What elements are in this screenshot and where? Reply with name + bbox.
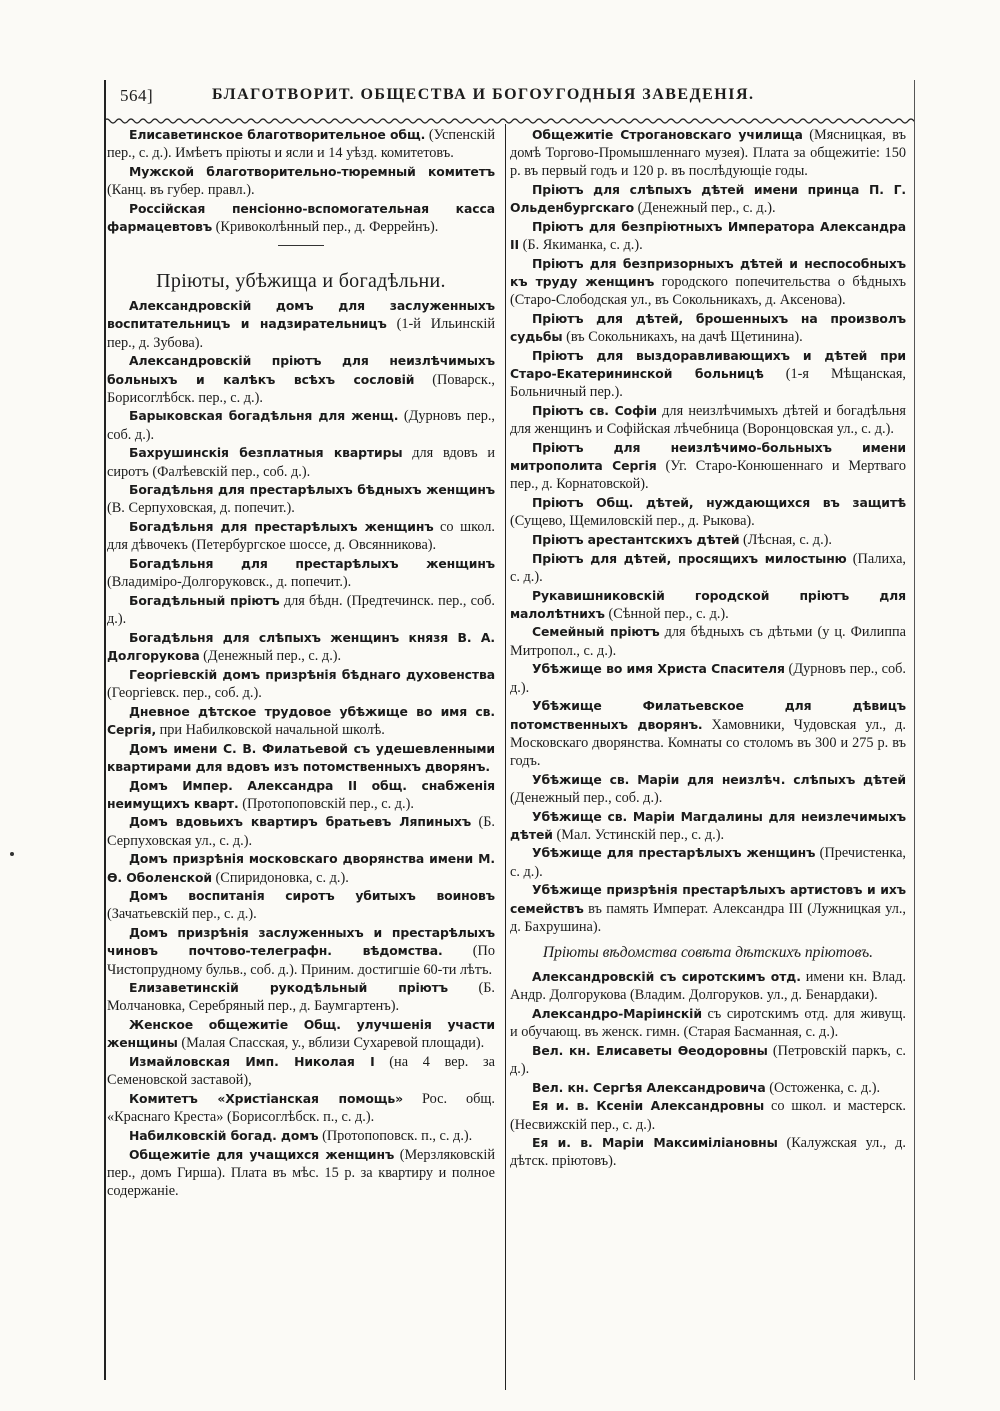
entry-text: со школ. для дѣвочекъ (Петербургское шоссе, д. Овсянникова). xyxy=(107,519,495,554)
entry-text: (на 4 вер. за Семеновской заставой), xyxy=(107,1054,495,1089)
entry-name: Александровскій съ сиротскимъ отд. xyxy=(532,968,801,984)
entry-text: (Спиридоновка, с. д.). xyxy=(211,869,349,886)
entry-name: Георгіевскій домъ призрѣнія бѣднаго духовенства xyxy=(129,666,495,682)
page-number: 564] xyxy=(120,86,154,105)
entry-text: для вдовъ и сиротъ (Фалѣевскій пер., соб. д.). xyxy=(107,445,495,480)
entry-name: Александровскій домъ для заслуженныхъ воспитательницъ и надзирательницъ xyxy=(107,298,495,332)
left-column xyxy=(107,126,495,1201)
entry-name: Убѣжище св. Маріи для неизлѣч. слѣпыхъ дѣтей xyxy=(532,771,906,787)
entry-text: (Б. Якиманка, с. д.). xyxy=(519,237,643,254)
entry-name: Пріютъ для неизлѣчимо-больныхъ имени митрополита Сергія xyxy=(510,439,906,474)
directory-entry xyxy=(510,494,906,530)
entry-text: Рос. общ. «Краснаго Креста» (Борисоглѣбск. п., с. д.). xyxy=(107,1090,495,1126)
entry-text: (Дурновъ пер., соб. д.). xyxy=(510,661,906,696)
directory-entry xyxy=(107,555,495,591)
directory-entry xyxy=(107,703,495,739)
entry-text: (Малая Спасская, у., вблизи Сухаревой площади). xyxy=(177,1035,485,1052)
directory-entry xyxy=(510,697,906,770)
directory-entry xyxy=(107,352,495,407)
entry-text: (Зачатьевскій пер., с. д.). xyxy=(107,906,257,923)
entry-name: Пріютъ для безпріютныхъ Императора Александра II xyxy=(510,219,906,253)
entry-text: (Уг. Старо-Конюшеннаго и Мертваго пер., д. Корнатовской). xyxy=(510,458,906,493)
directory-entry xyxy=(107,200,495,236)
column-divider xyxy=(505,124,506,1390)
entry-name: Елизаветинскій рукодѣльный пріютъ xyxy=(129,980,448,996)
directory-entry xyxy=(107,1127,495,1145)
entry-text: (Мясницкая, въ домѣ Торгово-Промышленнаго музея). Плата за общежитіе: 150 р. въ первый годъ и 120 р. въ послѣдующіе годы. xyxy=(510,127,906,180)
directory-entry xyxy=(510,181,906,217)
entry-name: Богадѣльня для слѣпыхъ женщинъ князя В. А. Долгорукова xyxy=(107,629,495,664)
directory-entry xyxy=(107,1053,495,1089)
entry-text: (Кривоколѣнный пер., д. Феррейнъ). xyxy=(212,219,439,236)
section-heading: Пріюты, убѣжища и богадѣльни. xyxy=(156,270,446,293)
entry-name: Домъ воспитанія сиротъ убитыхъ воиновъ xyxy=(129,888,495,904)
page-border-left xyxy=(104,80,106,1380)
directory-entry xyxy=(107,979,495,1015)
entry-name: Измайловская Имп. Николая I xyxy=(129,1054,375,1070)
directory-entry xyxy=(510,1042,906,1078)
entry-text: имени кн. Влад. Андр. Долгорукова (Владим. Долгоруков. ул., д. Бенардаки). xyxy=(510,968,906,1004)
entry-name: Пріютъ арестантскихъ дѣтей xyxy=(532,531,740,547)
directory-entry xyxy=(107,163,495,199)
entry-name: Богадѣльня для престарѣлыхъ бѣдныхъ женщинъ xyxy=(129,482,495,498)
decorative-wavy-rule xyxy=(104,116,914,126)
margin-speck xyxy=(10,852,14,856)
directory-entry xyxy=(107,850,495,886)
entry-name: Вел. кн. Елисаветы Ѳеодоровны xyxy=(532,1042,768,1058)
entry-text: городского попечительства о бѣдныхъ (Старо-Слободская ул., въ Сокольникахъ, д. Аксенова). xyxy=(510,274,906,309)
entry-name: Домъ вдовьихъ квартиръ братьевъ Ляпиныхъ xyxy=(129,814,472,830)
entry-text: (Остоженка, с. д.). xyxy=(765,1079,881,1096)
entry-text: (Сущево, Щемиловскій пер., д. Рыкова). xyxy=(510,513,755,530)
directory-entry xyxy=(107,813,495,849)
entry-text: (Мал. Устинскій пер., с. д.). xyxy=(552,826,725,843)
directory-entry xyxy=(510,771,906,807)
entry-name: Дневное дѣтское трудовое убѣжище во имя св. Сергія, xyxy=(107,703,495,737)
entry-text: (Б. Молчановка, Серебряный пер., д. Баумгартенъ). xyxy=(107,980,496,1015)
page-header xyxy=(120,84,910,114)
right-bottom-entries xyxy=(510,968,906,1171)
entry-name: Убѣжище Филатьевское для дѣвицъ потомственныхъ дворянъ. xyxy=(510,698,906,732)
page-border-right xyxy=(914,80,915,1380)
directory-entry xyxy=(107,297,495,352)
entry-text: при Набилковской начальной школѣ. xyxy=(156,721,385,738)
entry-text: (въ Сокольникахъ, на дачѣ Щетинина). xyxy=(562,329,803,346)
directory-entry xyxy=(510,402,906,438)
entry-name: Богадѣльня для престарѣлыхъ женщинъ xyxy=(129,556,495,572)
directory-entry xyxy=(107,126,495,162)
entry-text: съ сиротскимъ отд. для живущ. и обучающ. въ женск. гимн. (Старая Басманная, с. д.). xyxy=(510,1005,906,1041)
entry-name: Пріютъ для дѣтей, брошенныхъ на произволъ судьбы xyxy=(510,311,906,345)
entry-name: Пріютъ для безпризорныхъ дѣтей и неспособныхъ къ труду женщинъ xyxy=(510,255,906,290)
directory-entry xyxy=(107,887,495,923)
entry-name: Общежитіе для учащихся женщинъ xyxy=(129,1146,395,1162)
entry-text: (Лѣсная, с. д.). xyxy=(739,531,832,548)
entry-name: Убѣжище св. Маріи Магдалины для неизлечимыхъ дѣтей xyxy=(510,808,906,842)
directory-entry xyxy=(107,740,495,776)
directory-entry xyxy=(107,1146,495,1201)
entry-text: (Протопоповск. п., с. д.). xyxy=(318,1127,473,1144)
entry-text: (Калужская ул., д. дѣтск. пріютовъ). xyxy=(510,1135,906,1170)
entry-name: Домъ призрѣнія заслуженныхъ и престарѣлыхъ чиновъ почтово-телеграфн. вѣдомства. xyxy=(107,925,495,959)
directory-entry xyxy=(107,407,495,443)
directory-entry xyxy=(107,777,495,813)
directory-entry xyxy=(107,592,495,628)
entry-name: Домъ призрѣнія московскаго дворянства имени М. Ѳ. Оболенской xyxy=(107,851,495,885)
entry-text: (Успенскій пер., с. д.). Имѣетъ пріюты и ясли и 14 уѣзд. комитетовъ. xyxy=(107,127,495,162)
entry-text: (Денежный пер., с. д.). xyxy=(199,648,342,665)
directory-entry xyxy=(510,439,906,494)
directory-entry xyxy=(510,347,906,402)
directory-entry xyxy=(510,1079,906,1097)
entry-text: (Канц. въ губер. правл.). xyxy=(107,182,255,199)
entry-name: Убѣжище для престарѣлыхъ женщинъ xyxy=(532,845,816,861)
entry-text: въ память Императ. Александра III (Лужницкая ул., д. Бахрушина). xyxy=(510,900,906,935)
directory-entry xyxy=(510,968,906,1004)
entry-name: Пріютъ для выздоравливающихъ и дѣтей при Старо-Екатерининской больницѣ xyxy=(510,347,906,382)
entry-text: (1-й Ильинскій пер., д. Зубова). xyxy=(107,316,495,351)
directory-entry xyxy=(107,1090,495,1126)
running-title: БЛАГОТВОРИТ. ОБЩЕСТВА И БОГОУГОДНЫЯ ЗАВЕДЕНІЯ. xyxy=(212,86,755,103)
entry-text: (Петровскій паркъ, с. д.). xyxy=(510,1042,906,1077)
directory-entry xyxy=(510,531,906,549)
entry-name: Домъ имени С. В. Филатьевой съ удешевленными квартирами для вдовъ изъ потомственныхъ дворянъ. xyxy=(107,740,495,774)
directory-entry xyxy=(107,1016,495,1052)
entry-text: (1-я Мѣщанская, Больничный пер.). xyxy=(510,366,906,401)
entry-text: (По Чистопрудному бульв., соб. д.). Приним. достигшіе 60-ти лѣтъ. xyxy=(107,943,495,978)
entry-text: для неизлѣчимыхъ дѣтей и богадѣльня для женщинъ и Софійская лѣчебница (Воронцовская ул., с. д.). xyxy=(510,403,906,438)
directory-entry xyxy=(510,660,906,696)
entry-text: (Пречистенка, с. д.). xyxy=(510,845,906,880)
entry-text: (Денежный пер., с. д.). xyxy=(634,200,776,217)
directory-entry xyxy=(510,255,906,310)
entry-name: Елисаветинское благотворительное общ. xyxy=(129,127,426,142)
section-separator xyxy=(278,245,324,246)
entry-text: (В. Серпуховская, д. попечит.). xyxy=(107,500,295,517)
directory-entry xyxy=(510,310,906,346)
entry-name: Набилковскій богад. домъ xyxy=(129,1127,319,1143)
entry-name: Домъ Импер. Александра II общ. снабженія неимущихъ кварт. xyxy=(107,777,495,811)
entry-text: (Б. Серпуховская ул., с. д.). xyxy=(107,814,495,849)
entry-name: Общежитіе Строгановскаго училища xyxy=(532,127,803,142)
entry-name: Пріютъ для дѣтей, просящихъ милостыню xyxy=(532,550,847,566)
left-main-entries xyxy=(107,297,495,1200)
entry-name: Пріютъ Общ. дѣтей, нуждающихся въ защитѣ xyxy=(532,495,906,511)
directory-entry xyxy=(510,218,906,254)
directory-entry xyxy=(107,924,495,979)
entry-name: Мужской благотворительно-тюремный комитетъ xyxy=(129,163,495,179)
subsection-heading: Пріюты вѣдомства совѣта дѣтскихъ пріютовъ. xyxy=(542,943,874,961)
directory-entry xyxy=(510,587,906,623)
directory-entry xyxy=(107,518,495,554)
entry-name: Убѣжище во имя Христа Спасителя xyxy=(532,661,785,677)
directory-entry xyxy=(107,629,495,665)
directory-entry xyxy=(510,844,906,880)
entry-text: (Георгіевск. пер., соб. д.). xyxy=(107,684,262,701)
directory-entry xyxy=(510,1097,906,1133)
entry-text: для бѣдн. (Предтечинск. пер., соб. д.). xyxy=(107,592,495,628)
directory-entry xyxy=(510,881,906,936)
entry-name: Бахрушинскія безплатныя квартиры xyxy=(129,445,403,461)
entry-text: Хамовники, Чудовская ул., д. Московскаго дворянства. Комнаты со столомъ въ 300 и 275 р. въ годъ. xyxy=(510,716,906,769)
entry-text: (Денежный пер., соб. д.). xyxy=(510,789,663,806)
entry-name: Убѣжище призрѣнія престарѣлыхъ артистовъ и ихъ семействъ xyxy=(510,882,906,916)
directory-entry xyxy=(107,666,495,702)
entry-name: Вел. кн. Сергѣя Александровича xyxy=(532,1079,766,1095)
entry-name: Комитетъ «Христіанская помощь» xyxy=(129,1090,404,1106)
entry-name: Женское общежитіе Общ. улучшенія участи женщины xyxy=(107,1017,495,1051)
directory-entry xyxy=(510,808,906,844)
entry-text: (Поварск., Борисоглѣбск. пер., с. д.). xyxy=(107,371,495,406)
entry-text: (Протопоповскій пер., с. д.). xyxy=(238,795,414,812)
directory-entry xyxy=(510,1005,906,1041)
entry-name: Богадѣльный пріютъ xyxy=(129,592,280,608)
entry-text: (Дурновъ пер., соб. д.). xyxy=(107,408,495,443)
entry-text: (Владиміро-Долгоруковск., д. попечит.). xyxy=(107,574,352,591)
entry-name: Александро-Маріинскій xyxy=(532,1005,702,1021)
entry-name: Пріютъ св. Софіи xyxy=(532,403,657,419)
directory-entry xyxy=(510,623,906,659)
entry-text: со школ. и мастерск. (Несвижскій пер., с. д.). xyxy=(510,1098,906,1133)
entry-text: (Мерзляковскій пер., домъ Гирша). Плата въ мѣс. 15 р. за квартиру и полное содержаніе. xyxy=(107,1146,495,1199)
entry-name: Пріютъ для слѣпыхъ дѣтей имени принца П. Г. Ольденбургскаго xyxy=(510,182,906,216)
right-column xyxy=(510,126,906,1171)
entry-name: Ея и. в. Маріи Максиміліановны xyxy=(532,1135,778,1151)
entry-name: Рукавишниковскій городской пріютъ для малолѣтнихъ xyxy=(510,587,906,621)
entry-name: Богадѣльня для престарѣлыхъ женщинъ xyxy=(129,519,434,535)
directory-entry xyxy=(107,481,495,517)
directory-entry xyxy=(510,1134,906,1170)
entry-name: Семейный пріютъ xyxy=(532,624,660,640)
left-top-entries xyxy=(107,126,495,236)
entry-name: Россійская пенсіонно-вспомогательная касса фармацевтовъ xyxy=(107,200,495,235)
entry-name: Барыковская богадѣльня для женщ. xyxy=(129,408,399,424)
directory-entry xyxy=(510,126,906,181)
right-main-entries xyxy=(510,126,906,936)
entry-text: (Палиха, с. д.). xyxy=(510,550,906,585)
directory-entry xyxy=(107,444,495,480)
entry-name: Ея и. в. Ксеніи Александровны xyxy=(532,1098,765,1114)
entry-text: для бѣдныхъ съ дѣтьми (у ц. Филиппа Митропол., с. д.). xyxy=(510,624,906,659)
entry-name: Александровскій пріютъ для неизлѣчимыхъ больныхъ и калѣкъ всѣхъ сословій xyxy=(107,353,495,387)
directory-entry xyxy=(510,550,906,586)
entry-text: (Сѣнной пер., с. д.). xyxy=(604,605,729,622)
